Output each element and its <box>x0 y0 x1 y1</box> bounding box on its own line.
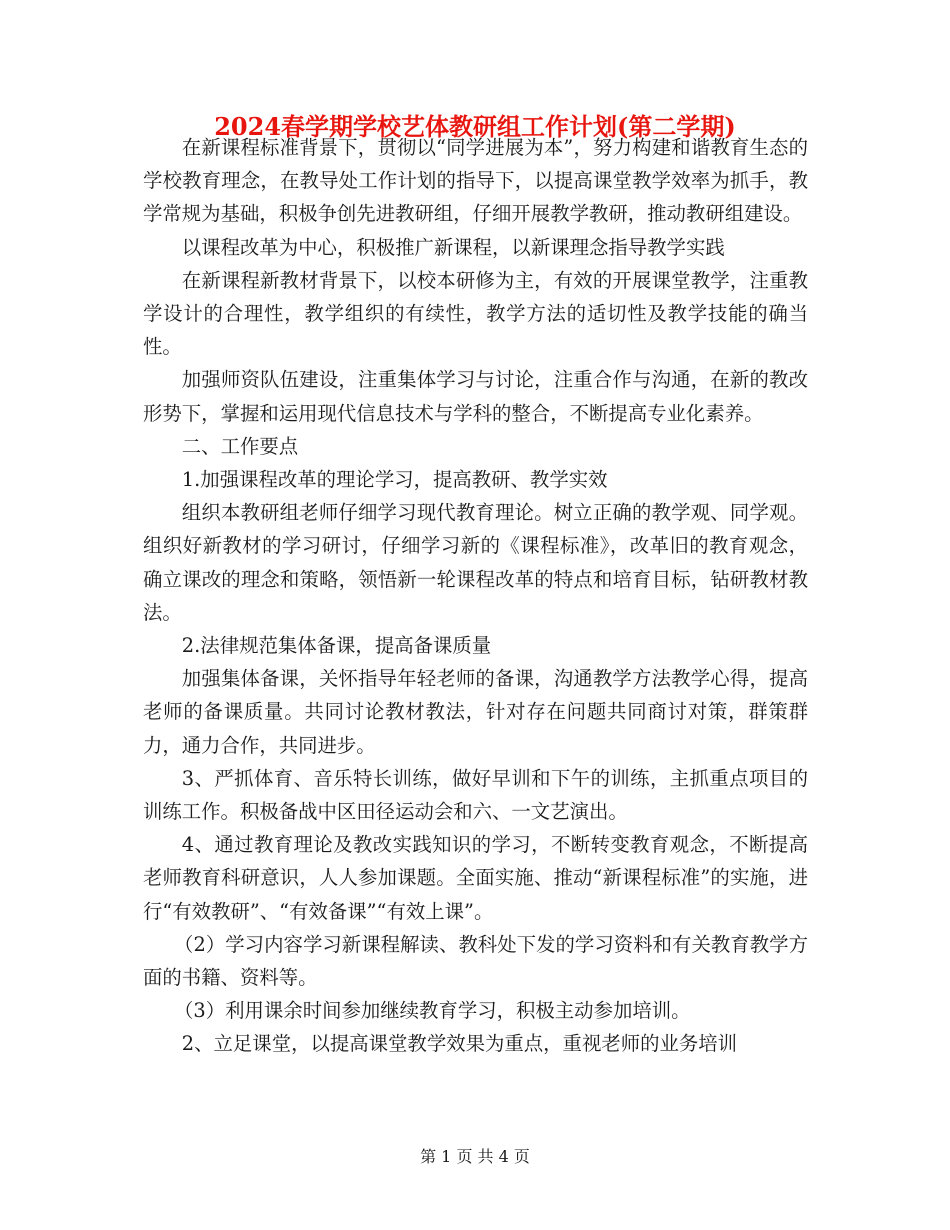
paragraph: 以课程改革为中心，积极推广新课程，以新课理念指导教学实践 <box>181 235 725 259</box>
paragraph: 3、严抓体育、音乐特长训练，做好早训和下午的训练，主抓重点项目的训练工作。积极备战中区田径运动会和六、一文艺演出。 <box>143 766 808 824</box>
paragraph: 在新课程新教材背景下，以校本研修为主，有效的开展课堂教学，注重教学设计的合理性，教学组织的有续性，教学方法的适切性及教学技能的确当性。 <box>143 268 808 359</box>
paragraph: 在新课程标准背景下，贯彻以“同学进展为本”，努力构建和谐教育生态的学校教育理念，在教导处工作计划的指导下，以提高课堂教学效率为抓手，教学常规为基础，积极争创先进教研组，仔细开展教学教研，推动教研组建设。 <box>143 136 808 226</box>
paragraph: 组织本教研组老师仔细学习现代教育理论。树立正确的教学观、同学观。组织好新教材的学习研讨，仔细学习新的《课程标准》，改革旧的教育观念，确立课改的理念和策略，领悟新一轮课程改革的特点和培育目标，钻研教材教法。 <box>143 501 808 624</box>
paragraph: 加强集体备课，关怀指导年轻老师的备课，沟通教学方法教学心得，提高老师的备课质量。共同讨论教材教法，针对存在问题共同商讨对策，群策群力，通力合作，共同进步。 <box>143 667 808 757</box>
section-heading: 二、工作要点 <box>181 434 299 458</box>
paragraph: 加强师资队伍建设，注重集体学习与讨论，注重合作与沟通，在新的教改形势下，掌握和运用现代信息技术与学科的整合，不断提高专业化素养。 <box>143 368 808 425</box>
paragraph: 2、立足课堂，以提高课堂教学效果为重点，重视老师的业务培训 <box>181 1032 738 1056</box>
paragraph: （3）利用课余时间参加继续教育学习，积极主动参加培训。 <box>174 999 691 1023</box>
document-body <box>143 131 808 1061</box>
paragraph: 4、通过教育理论及教改实践知识的学习，不断转变教育观念，不断提高老师教育科研意识，人人参加课题。全面实施、推动“新课程标准”的实施，进行“有效教研”、“有效备课”“有效上课”。 <box>143 833 808 923</box>
paragraph: （2）学习内容学习新课程解读、教科处下发的学习资料和有关教育教学方面的书籍、资料等。 <box>143 932 808 990</box>
document-title: 2024春学期学校艺体教研组工作计划(第二学期) <box>214 112 736 141</box>
page-number-footer: 第 1 页 共 4 页 <box>420 1147 530 1166</box>
subsection-heading: 1.加强课程改革的理论学习，提高教研、教学实效 <box>181 468 608 492</box>
subsection-heading: 2.法律规范集体备课，提高备课质量 <box>181 634 492 658</box>
